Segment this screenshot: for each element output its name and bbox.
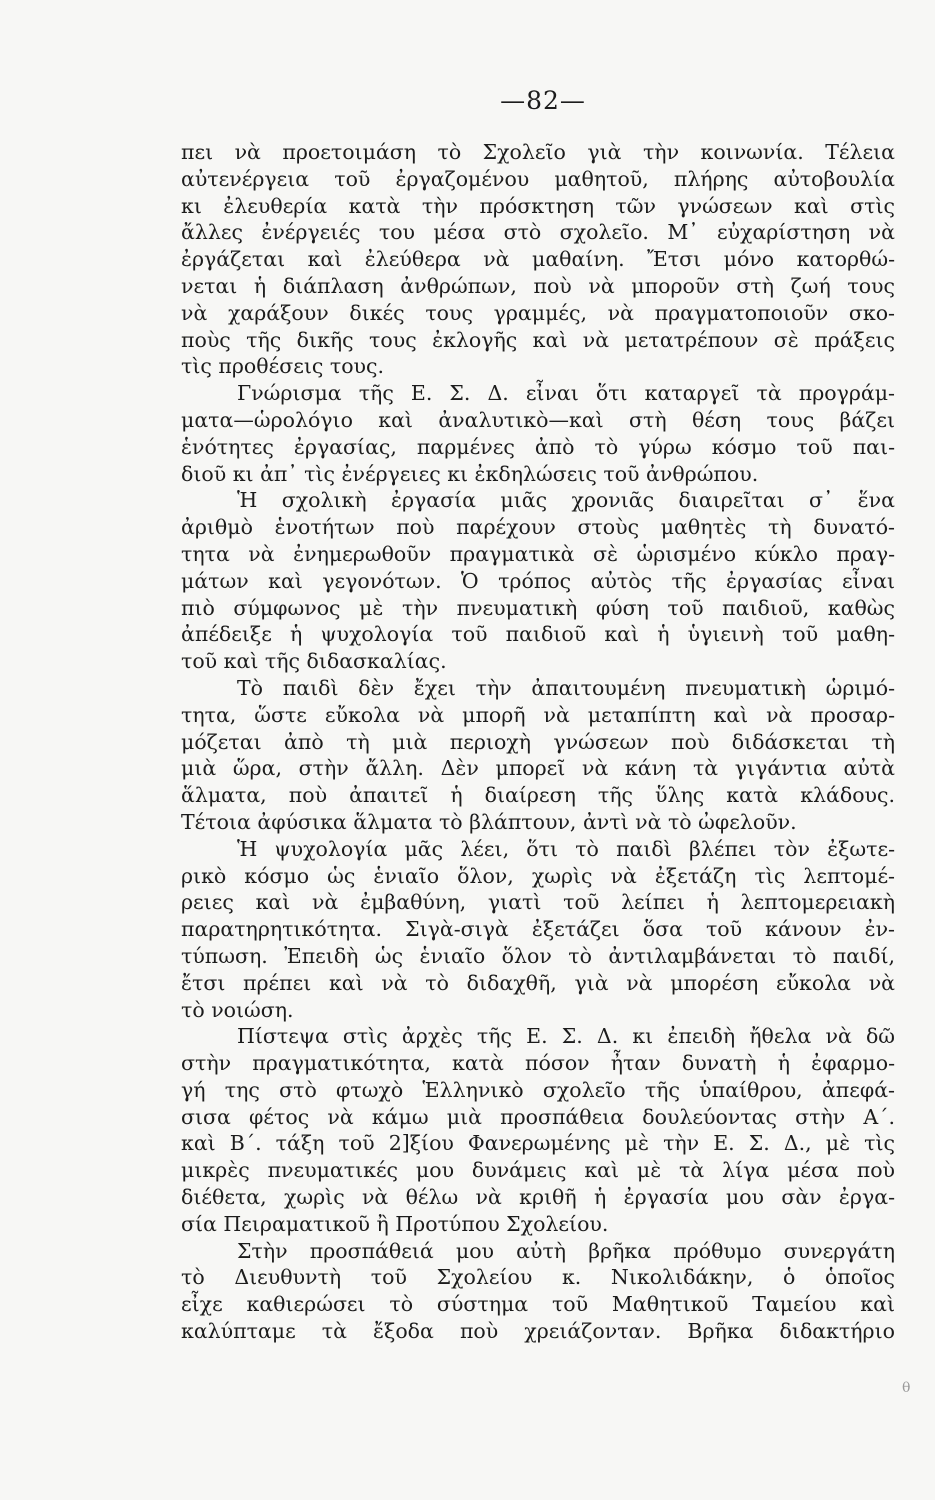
text-line: τητα νὰ ἐνημερωθοῦν πραγματικὰ σὲ ὡρισμένο κύκλο πραγ- — [181, 541, 895, 566]
paragraph-start: Πίστεψα στὶς ἀρχὲς τῆς Ε. Σ. Δ. κι ἐπειδὴ ἤθελα νὰ δῶ — [237, 1024, 895, 1049]
text-line: μικρὲς πνευματικές μου δυνάμεις καὶ μὲ τὰ λίγα μέσα ποὺ — [181, 1158, 895, 1183]
text-line: μόζεται ἀπὸ τὴ μιὰ περιοχὴ γνώσεων ποὺ διδάσκεται τὴ — [181, 729, 895, 754]
text-line: ἄλλες ἐνέργειές του μέσα στὸ σχολεῖο. Μ᾽ εὐχαρίστηση νὰ — [181, 220, 895, 245]
text-line: ματα—ὡρολόγιο καὶ ἀναλυτικὸ—καὶ στὴ θέση τους βάζει — [181, 407, 895, 432]
text-line: ρικὸ κόσμο ὡς ἑνιαῖο ὅλον, χωρὶς νὰ ἐξετάζη τὶς λεπτομέ- — [181, 863, 895, 888]
text-line: παρατηρητικότητα. Σιγὰ-σιγὰ ἐξετάζει ὅσα τοῦ κάνουν ἐν- — [181, 917, 895, 942]
text-line: Τέτοια ἀφύσικα ἅλματα τὸ βλάπτουν, ἀντὶ νὰ τὸ ὠφελοῦν. — [181, 809, 797, 834]
text-line: τοῦ καὶ τῆς διδασκαλίας. — [181, 649, 447, 674]
text-line: ἀπέδειξε ἡ ψυχολογία τοῦ παιδιοῦ καὶ ἡ ὑγιεινὴ τοῦ μαθη- — [181, 622, 895, 647]
text-line: νὰ χαράξουν δικές τους γραμμές, νὰ πραγματοποιοῦν σκο- — [181, 300, 895, 325]
text-line: ἀριθμὸ ἑνοτήτων ποὺ παρέχουν στοὺς μαθητὲς τὴ δυνατό- — [181, 515, 895, 540]
text-line: ἔτσι πρέπει καὶ νὰ τὸ διδαχθῆ, γιὰ νὰ μπορέση εὔκολα νὰ — [181, 970, 895, 995]
text-line: καὶ Β΄. τάξη τοῦ 2]ξίου Φανερωμένης μὲ τὴν Ε. Σ. Δ., μὲ τὶς — [181, 1131, 895, 1156]
text-line: ἑνότητες ἐργασίας, παρμένες ἀπὸ τὸ γύρω κόσμο τοῦ παι- — [181, 434, 895, 459]
text-line: μιὰ ὥρα, στὴν ἄλλη. Δὲν μπορεῖ νὰ κάνη τὰ γιγάντια αὐτὰ — [181, 756, 895, 781]
text-line: κι ἐλευθερία κατὰ τὴν πρόσκτηση τῶν γνώσεων καὶ στὶς — [181, 193, 895, 218]
text-line: τὶς προθέσεις τους. — [181, 354, 384, 379]
text-line: σία Πειραματικοῦ ἢ Προτύπου Σχολείου. — [181, 1211, 609, 1236]
text-line: πει νὰ προετοιμάση τὸ Σχολεῖο γιὰ τὴν κοινωνία. Τέλεια — [181, 140, 895, 164]
text-line: ποὺς τῆς δικῆς τους ἐκλογῆς καὶ νὰ μετατρέπουν σὲ πράξεις — [181, 327, 895, 352]
text-line: τητα, ὥστε εὔκολα νὰ μπορῆ νὰ μεταπίπτη καὶ νὰ προσαρ- — [181, 702, 895, 727]
text-line: ἐργάζεται καὶ ἐλεύθερα νὰ μαθαίνη. Ἔτσι μόνο κατορθώ- — [181, 247, 895, 272]
text-line: διέθετα, χωρὶς νὰ θέλω νὰ κριθῆ ἡ ἐργασία μου σὰν ἐργα- — [181, 1185, 895, 1210]
margin-mark: θ — [902, 1380, 911, 1396]
paragraph-start: Γνώρισμα τῆς Ε. Σ. Δ. εἶναι ὅτι καταργεῖ τὰ προγράμ- — [237, 381, 895, 406]
text-line: τὸ Διευθυντὴ τοῦ Σχολείου κ. Νικολιδάκην, ὁ ὁποῖος — [181, 1265, 895, 1290]
text-line: μάτων καὶ γεγονότων. Ὁ τρόπος αὐτὸς τῆς ἐργασίας εἶναι — [181, 568, 895, 593]
text-line: νεται ἡ διάπλαση ἀνθρώπων, ποὺ νὰ μποροῦν στὴ ζωή τους — [181, 273, 895, 298]
body-text — [181, 139, 895, 1345]
text-line: εἶχε καθιερώσει τὸ σύστημα τοῦ Μαθητικοῦ Ταμείου καὶ — [181, 1292, 895, 1317]
text-line: γή της στὸ φτωχὸ Ἑλληνικὸ σχολεῖο τῆς ὑπαίθρου, ἀπεφά- — [181, 1077, 895, 1102]
paragraph-start: Στὴν προσπάθειά μου αὐτὴ βρῆκα πρόθυμο συνεργάτη — [237, 1238, 895, 1263]
page-number: —82— — [500, 86, 586, 115]
paragraph-start: Ἡ σχολικὴ ἐργασία μιᾶς χρονιᾶς διαιρεῖται σ᾽ ἕνα — [237, 488, 895, 513]
text-line: τύπωση. Ἐπειδὴ ὡς ἑνιαῖο ὅλον τὸ ἀντιλαμβάνεται τὸ παιδί, — [181, 943, 895, 968]
text-line: τὸ νοιώση. — [181, 997, 294, 1022]
text-line: στὴν πραγματικότητα, κατὰ πόσον ἦταν δυνατὴ ἡ ἐφαρμο- — [181, 1051, 895, 1076]
text-line: ἅλματα, ποὺ ἀπαιτεῖ ἡ διαίρεση τῆς ὕλης κατὰ κλάδους. — [181, 783, 895, 808]
paragraph-start: Ἡ ψυχολογία μᾶς λέει, ὅτι τὸ παιδὶ βλέπει τὸν ἐξωτε- — [237, 836, 895, 861]
text-line: αὐτενέργεια τοῦ ἐργαζομένου μαθητοῦ, πλήρης αὐτοβουλία — [181, 166, 895, 191]
text-line: διοῦ κι ἀπ᾽ τὶς ἐνέργειες κι ἐκδηλώσεις τοῦ ἀνθρώπου. — [181, 461, 759, 486]
text-line: καλύπταμε τὰ ἔξοδα ποὺ χρειάζονταν. Βρῆκα διδακτήριο — [181, 1319, 895, 1344]
text-line: σισα φέτος νὰ κάμω μιὰ προσπάθεια δουλεύοντας στὴν Α΄. — [181, 1104, 895, 1129]
text-line: πιὸ σύμφωνος μὲ τὴν πνευματικὴ φύση τοῦ παιδιοῦ, καθὼς — [181, 595, 895, 620]
text-line: ρειες καὶ νὰ ἐμβαθύνη, γιατὶ τοῦ λείπει ἡ λεπτομερειακὴ — [181, 890, 895, 915]
paragraph-start: Τὸ παιδὶ δὲν ἔχει τὴν ἀπαιτουμένη πνευματικὴ ὡριμό- — [237, 675, 895, 700]
